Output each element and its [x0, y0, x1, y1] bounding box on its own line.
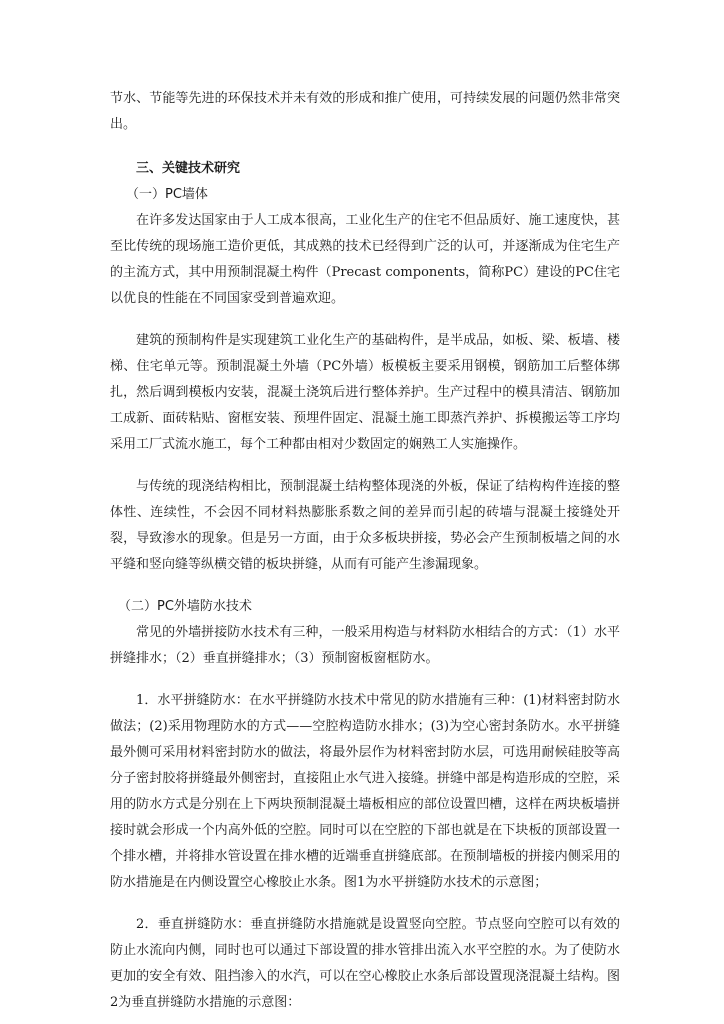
- document-page: [110, 86, 620, 1016]
- paragraph-horizontal-joint: 1．水平拼缝防水：在水平拼缝防水技术中常见的防水措施有三种：(1)材料密封防水做法；(2)采用物理防水的方式——空腔构造防水排水；(3)为空心密封条防水。水平拼缝最外侧可采用材料密封防水的做法，将最外层作为材料密封防水层，可选用耐候硅胶等高分子密封胶将拼缝最外侧密封，直接阻止水气进入接缝。拼缝中部是构造形成的空腔，采用的防水方式是分别在上下两块预制混凝土墙板相应的部位设置凹槽，这样在两块板墙拼接时就会形成一个内高外低的空腔。同时可以在空腔的下部也就是在下块板的顶部设置一个排水槽，并将排水管设置在排水槽的近端垂直拼缝底部。在预制墙板的拼接内侧采用的防水措施是在内侧设置空心橡胶止水条。图1为水平拼缝防水技术的示意图；: [110, 693, 620, 890]
- paragraph-cast-in-place-comparison: 与传统的现浇结构相比，预制混凝土结构整体现浇的外板，保证了结构构件连接的整体性、连续性，不会因不同材料热膨胀系数之间的差异而引起的砖墙与混凝土接缝处开裂，导致渗水的现象。但是另一方面，由于众多板块拼接，势必会产生预制板墙之间的水平缝和竖向缝等纵横交错的板块拼缝，从而有可能产生渗漏现象。: [110, 479, 620, 572]
- subsection-title-pc-wall: （一）PC墙体: [126, 187, 208, 202]
- subsection-title-waterproofing: （二）PC外墙防水技术: [118, 599, 252, 614]
- paragraph-waterproofing-methods: 常见的外墙拼接防水技术有三种，一般采用构造与材料防水相结合的方式：（1）水平拼缝排水；（2）垂直拼缝排水；（3）预制窗板窗框防水。: [110, 625, 620, 666]
- section-title-key-technology: 三、关键技术研究: [136, 161, 241, 176]
- paragraph-prefab-components: 建筑的预制构件是实现建筑工业化生产的基础构件，是半成品，如板、梁、板墙、楼梯、住宅单元等。预制混凝土外墙（PC外墙）板模板主要采用钢模，钢筋加工后整体绑扎，然后调到模板内安装，混凝土浇筑后进行整体养护。生产过程中的模具清洁、钢筋加工成新、面砖粘贴、窗框安装、预埋件固定、混凝土施工即蒸汽养护、拆模搬运等工序均采用工厂式流水施工，每个工种都由相对少数固定的娴熟工人实施操作。: [110, 333, 620, 452]
- paragraph-intro-continuation: 节水、节能等先进的环保技术并未有效的形成和推广使用，可持续发展的问题仍然非常突出。: [110, 91, 620, 132]
- paragraph-vertical-joint: 2．垂直拼缝防水：垂直拼缝防水措施就是设置竖向空腔。节点竖向空腔可以有效的防止水流向内侧，同时也可以通过下部设置的排水管排出流入水平空腔的水。为了使防水更加的安全有效、阻挡渗入的水汽，可以在空心橡胶止水条后部设置现浇混凝土结构。图2为垂直拼缝防水措施的示意图：: [110, 917, 620, 1010]
- paragraph-pc-housing: 在许多发达国家由于人工成本很高，工业化生产的住宅不但品质好、施工速度快，甚至比传统的现场施工造价更低，其成熟的技术已经得到广泛的认可，并逐渐成为住宅生产的主流方式，其中用预制混凝土构件（Precast components，简称PC）建设的PC住宅以优良的性能在不同国家受到普遍欢迎。: [110, 213, 620, 306]
